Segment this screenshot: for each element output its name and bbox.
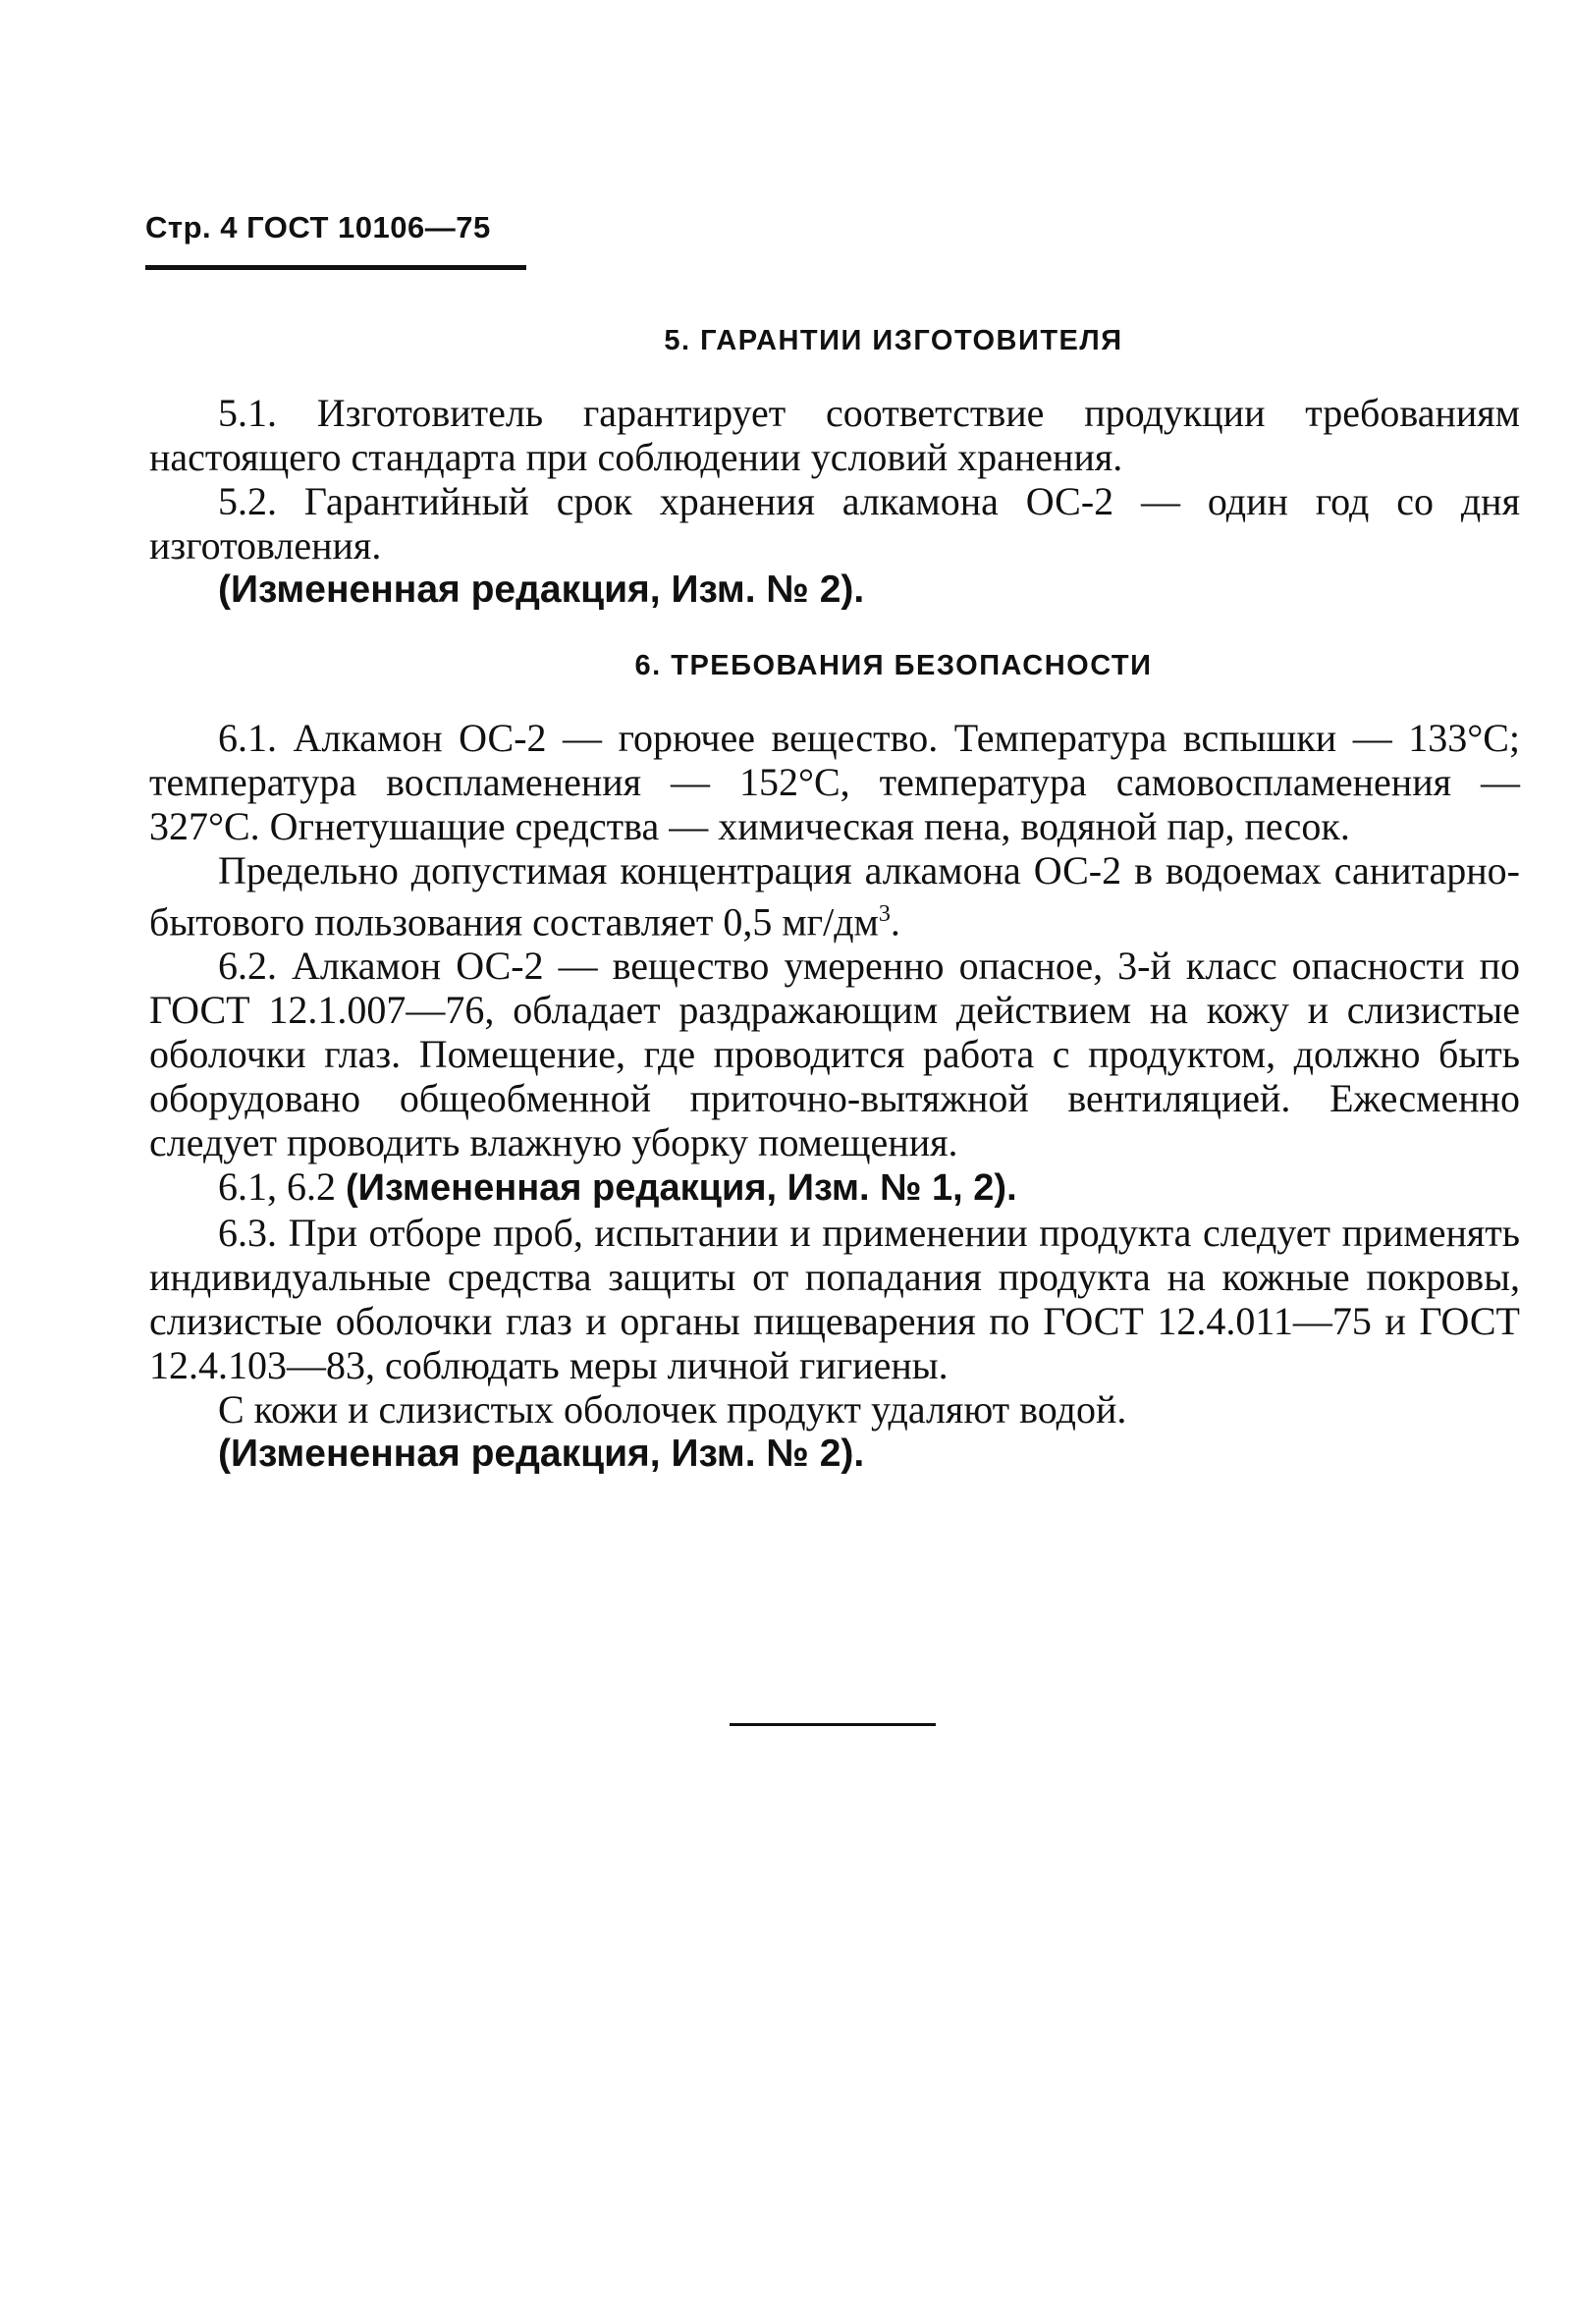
section-5-heading: 5. ГАРАНТИИ ИЗГОТОВИТЕЛЯ xyxy=(664,325,1123,356)
mpc-end: . xyxy=(890,899,900,945)
header-rule xyxy=(145,265,526,270)
amendment-note-6-1-6-2 xyxy=(149,1164,1520,1211)
amendment-text: (Измененная редакция, Изм. № 1, 2). xyxy=(346,1167,1017,1210)
clause-6-2: 6.2. Алкамон ОС-2 — вещество умеренно опасное, 3-й класс опасности по ГОСТ 12.1.007—76, обладает раздражающим действием на кожу и слизистые оболочки глаз. Помещение, где проводится работа с продуктом, должно быть оборудовано общеобменной приточно-вытяжной вентиляцией. Ежесменно следует проводить влажную уборку помещения. xyxy=(149,944,1520,1165)
mpc-unit-superscript: 3 xyxy=(878,901,891,927)
amendment-note-5: (Измененная редакция, Изм. № 2). xyxy=(218,568,865,611)
amendment-clauses: 6.1, 6.2 xyxy=(218,1164,336,1210)
clause-6-1: 6.1. Алкамон ОС-2 — горючее вещество. Температура вспышки — 133°С; температура воспламенения — 152°С, температура самовоспламенения — 327°С. Огнетушащие средства — химическая пена, водяной пар, песок. xyxy=(149,716,1520,848)
section-6-heading: 6. ТРЕБОВАНИЯ БЕЗОПАСНОСТИ xyxy=(634,650,1153,681)
page-header: Стр. 4 ГОСТ 10106—75 xyxy=(145,210,491,244)
clause-6-3: 6.3. При отборе проб, испытании и применении продукта следует применять индивидуальные средства защиты от попадания продукта на кожные покровы, слизистые оболочки глаз и органы пищеварения по ГОСТ 12.4.011—75 и ГОСТ 12.4.103—83, соблюдать меры личной гигиены. xyxy=(149,1211,1520,1388)
amendment-note-6-3: (Измененная редакция, Изм. № 2). xyxy=(218,1432,865,1476)
clause-5-2: 5.2. Гарантийный срок хранения алкамона ОС-2 — один год со дня изготовления. xyxy=(149,479,1520,567)
clause-5-1: 5.1. Изготовитель гарантирует соответствие продукции требованиям настоящего стандарта при соблюдении условий хранения. xyxy=(149,391,1520,479)
document-body xyxy=(149,314,1520,1476)
mpc-text: Предельно допустимая концентрация алкамона ОС-2 в водоемах санитарно-бытового пользования составляет 0,5 мг/дм xyxy=(149,848,1520,945)
clause-6-1-mpc xyxy=(149,848,1520,944)
end-rule xyxy=(730,1723,936,1726)
clause-6-3-removal: С кожи и слизистых оболочек продукт удаляют водой. xyxy=(218,1387,1127,1432)
